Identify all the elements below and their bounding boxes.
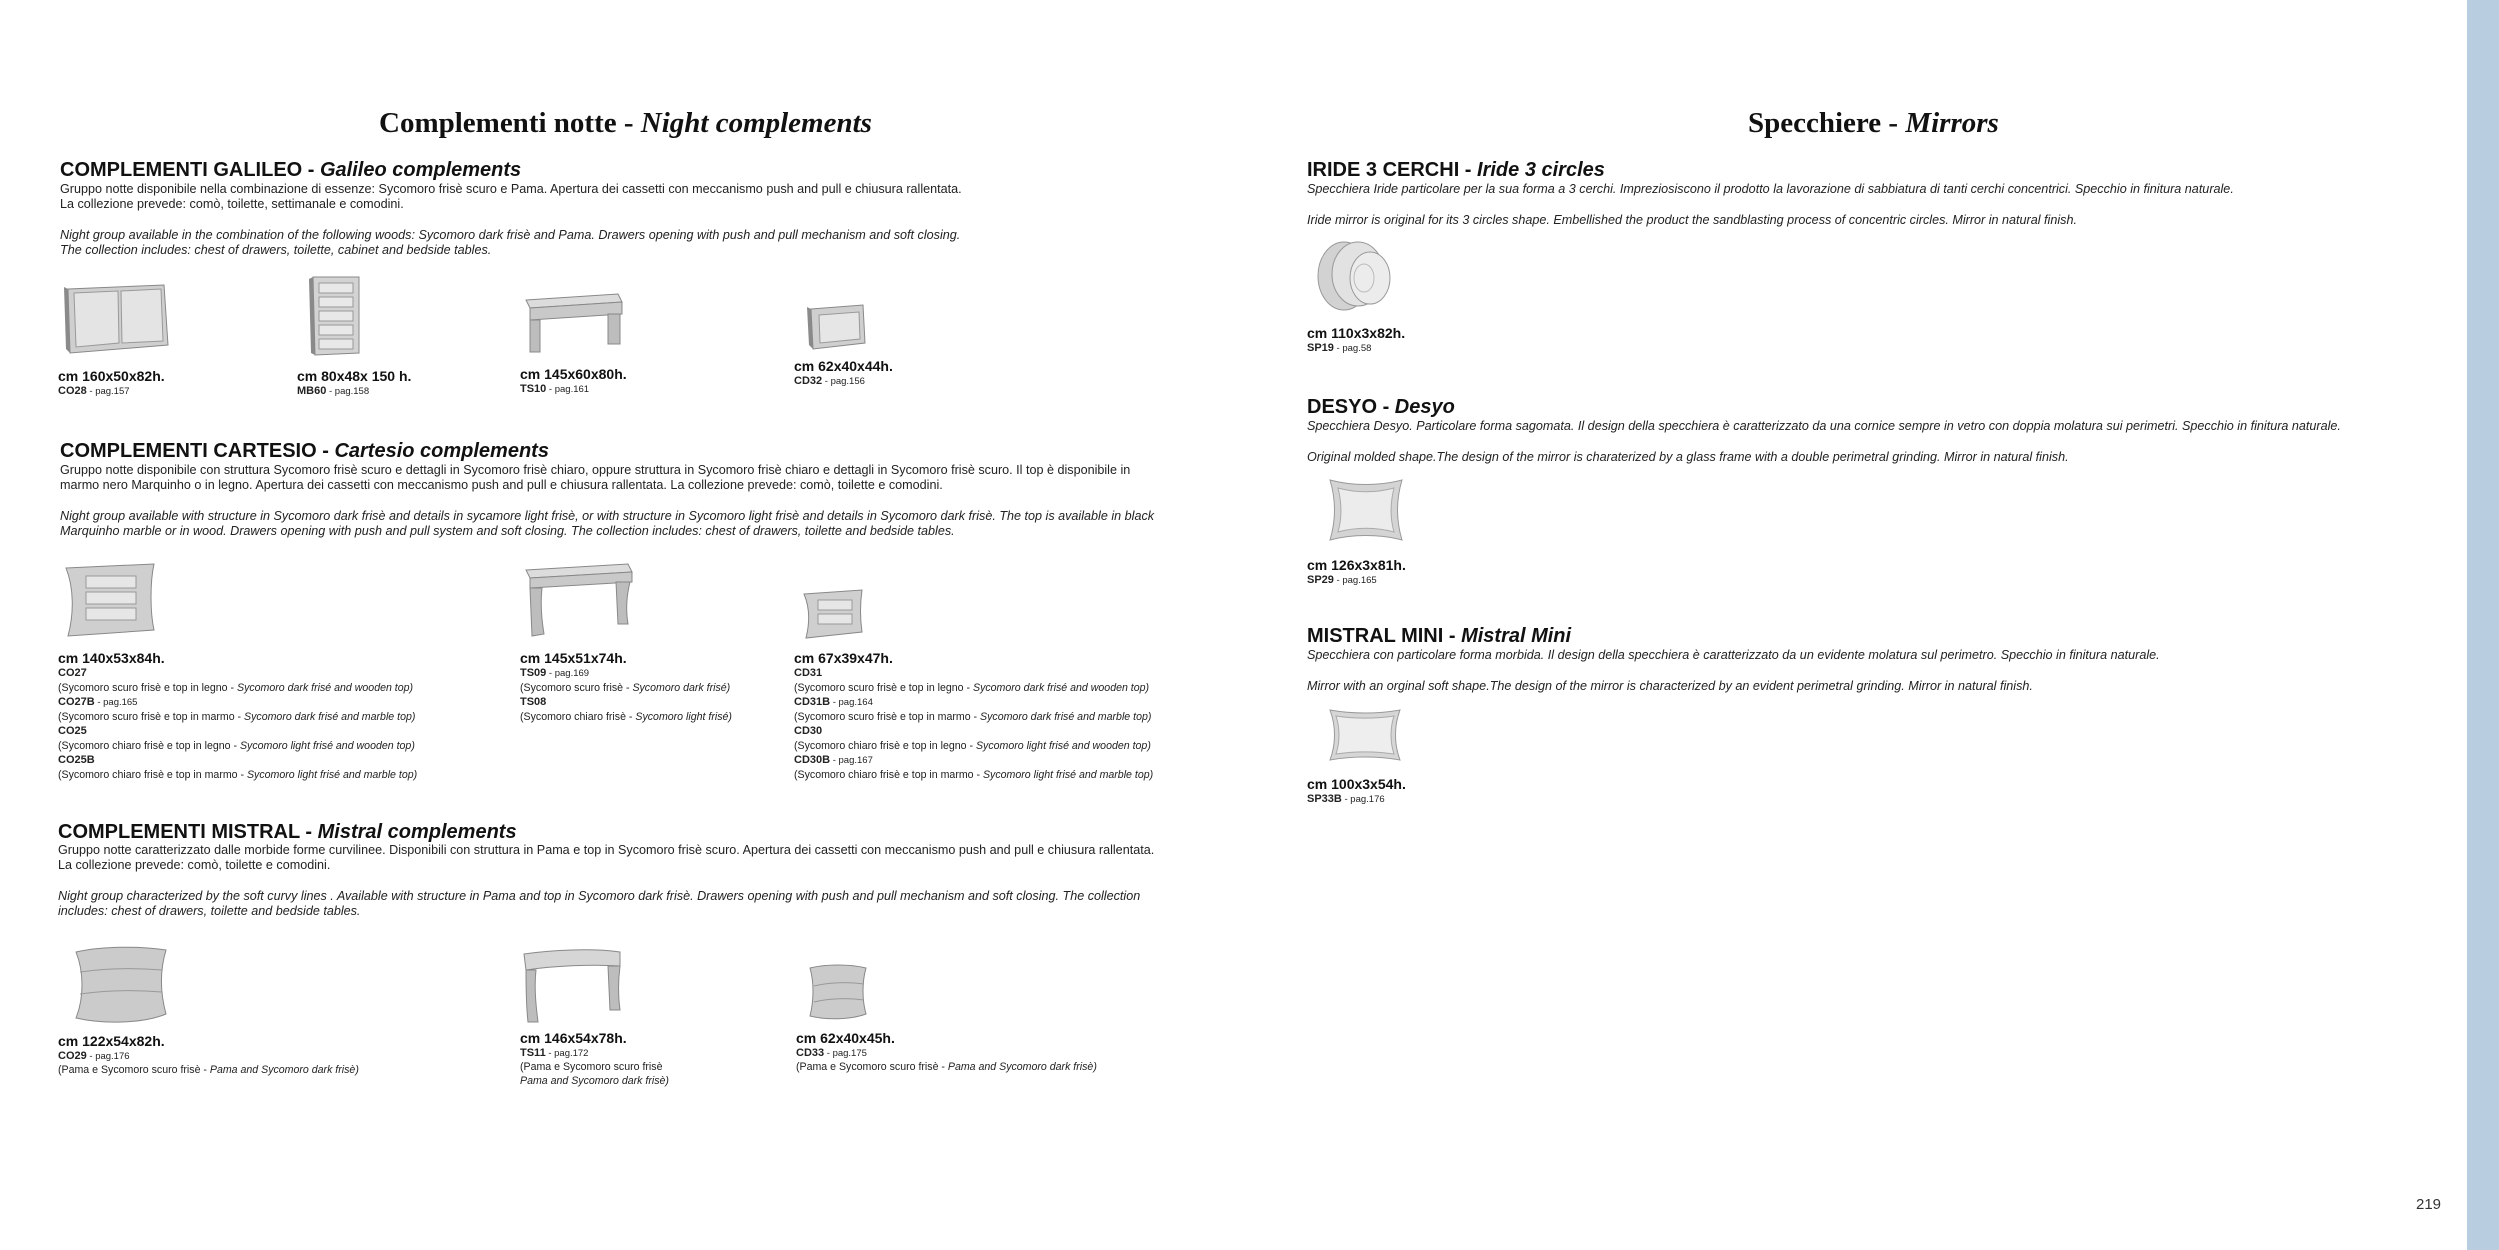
code: TS10	[520, 383, 547, 395]
variant-finish-note	[794, 681, 1153, 695]
heading-italic: Mistral complements	[317, 821, 517, 843]
page-ref: - pag.158	[326, 386, 370, 397]
cartesio-bedside-icon	[800, 588, 868, 640]
product-code	[796, 1046, 867, 1061]
page-ref: - pag.165	[94, 697, 138, 708]
heading-main: COMPLEMENTI CARTESIO -	[60, 440, 335, 462]
heading-italic: Galileo complements	[320, 159, 522, 181]
code: MB60	[297, 385, 327, 397]
product-code	[794, 374, 865, 389]
product-dimensions: cm 140x53x84h.	[58, 650, 165, 666]
variant-code	[520, 666, 732, 681]
product-dimensions: cm 146x54x78h.	[520, 1030, 627, 1046]
code: SP29	[1307, 574, 1334, 586]
chest-of-drawers-icon	[64, 283, 170, 355]
variant-finish-note	[794, 710, 1153, 724]
note-en: Sycomoro dark frisé)	[632, 682, 731, 694]
product-dimensions: cm 126x3x81h.	[1307, 557, 1406, 573]
product-code	[297, 384, 369, 399]
note-it: (Sycomoro chiaro frisè -	[520, 711, 636, 723]
cartesio-variants-col2	[520, 666, 732, 724]
code: CD31	[794, 667, 823, 679]
note-it: (Pama e Sycomoro scuro frisè -	[58, 1064, 210, 1076]
note-en: Pama and Sycomoro dark frisè)	[520, 1075, 669, 1087]
vanity-desk-icon	[524, 292, 624, 354]
finish-note	[58, 1063, 359, 1077]
desc-line: Gruppo notte disponibile con struttura Sycomoro frisè scuro e dettagli in Sycomoro frisè chiaro, oppure struttura in Sycomoro frisè chiaro e dettagli in Sycomoro frisè scuro. Il top è disponibile in	[60, 463, 1131, 477]
page-ref: - pag.157	[86, 386, 130, 397]
code: CO28	[58, 385, 87, 397]
mirrors-title	[1748, 107, 1999, 140]
variant-finish-note	[520, 681, 732, 695]
variant-finish-note	[58, 681, 417, 695]
desc-line: Gruppo notte caratterizzato dalle morbide forme curvilinee. Disponibili con struttura in Pama e top in Sycomoro frisè scuro. Apertura dei cassetti con meccanismo push and pull e chiusura rallentata.	[58, 843, 1155, 857]
mistral-mini-description-it: Specchiera con particolare forma morbida. Il design della specchiera è caratterizzato da un evidente molatura sul perimetro. Specchio in finitura naturale.	[1307, 648, 2160, 662]
title-italic: Night complements	[640, 107, 872, 139]
note-it: (Pama e Sycomoro scuro frisè	[520, 1061, 663, 1073]
code: TS11	[520, 1047, 546, 1059]
note-it: (Sycomoro chiaro frisè e top in marmo -	[58, 769, 247, 781]
bedside-table-icon	[807, 303, 869, 353]
finish-note	[520, 1074, 669, 1088]
page-ref: - pag.165	[1333, 575, 1377, 586]
product-code	[58, 1049, 130, 1064]
title-italic: Mirrors	[1905, 107, 1999, 139]
note-en: Sycomoro light frisé)	[635, 711, 732, 723]
note-it: (Sycomoro scuro frisè e top in marmo -	[58, 711, 245, 723]
heading-main: COMPLEMENTI GALILEO -	[60, 159, 320, 181]
cartesio-variants-col3	[794, 666, 1153, 782]
mistral-description-it	[58, 843, 1154, 873]
product-dimensions: cm 160x50x82h.	[58, 368, 165, 384]
product-dimensions: cm 62x40x45h.	[796, 1030, 895, 1046]
variant-finish-note	[520, 710, 732, 724]
code: TS08	[520, 696, 547, 708]
iride-mirror-icon	[1314, 238, 1394, 318]
page-ref: - pag.172	[545, 1048, 589, 1059]
night-complements-title	[379, 107, 872, 140]
variant-code	[58, 666, 417, 681]
mistral-mini-heading	[1307, 625, 1571, 648]
code: TS09	[520, 667, 547, 679]
cartesio-variants-col1	[58, 666, 417, 782]
desc-line: Night group characterized by the soft curvy lines . Available with structure in Pama and top in Sycomoro dark frisè. Drawers opening with push and pull mechanism and soft closing. The collection	[58, 889, 1141, 903]
note-it: (Sycomoro chiaro frisè e top in legno -	[58, 740, 240, 752]
cartesio-description-en	[60, 509, 1154, 539]
variant-code	[794, 753, 1153, 768]
mistral-mini-description-en: Mirror with an orginal soft shape.The design of the mirror is characterized by an evident perimetral grinding. Mirror in natural finish.	[1307, 679, 2033, 693]
product-dimensions: cm 100x3x54h.	[1307, 776, 1406, 792]
heading-main: DESYO -	[1307, 396, 1395, 418]
desc-line: includes: chest of drawers, toilette and bedside tables.	[58, 904, 361, 918]
note-en: Sycomoro dark frisé and wooden top)	[237, 682, 414, 694]
variant-finish-note	[58, 710, 417, 724]
variant-finish-note	[794, 768, 1153, 782]
heading-main: IRIDE 3 CERCHI -	[1307, 159, 1478, 181]
code: SP19	[1307, 342, 1334, 354]
note-en: Sycomoro light frisé and marble top)	[246, 769, 418, 781]
variant-code	[794, 666, 1153, 681]
note-en: Sycomoro light frisé and marble top)	[982, 769, 1154, 781]
note-en: Sycomoro dark frisé and marble top)	[980, 711, 1152, 723]
note-en: Pama and Sycomoro dark frisè)	[947, 1061, 1097, 1073]
desyo-description-it: Specchiera Desyo. Particolare forma sagomata. Il design della specchiera è caratterizzato da una cornice sempre in vetro con doppia molatura sui perimetri. Specchio in finitura naturale.	[1307, 419, 2341, 433]
code: CO25	[58, 725, 87, 737]
code: CD32	[794, 375, 823, 387]
note-it: (Sycomoro scuro frisè -	[520, 682, 633, 694]
product-dimensions: cm 62x40x44h.	[794, 358, 893, 374]
heading-main: COMPLEMENTI MISTRAL -	[58, 821, 318, 843]
note-en: Sycomoro light frisé and wooden top)	[975, 740, 1151, 752]
product-code	[520, 382, 589, 397]
mistral-chest-icon	[72, 944, 170, 1026]
product-code	[1307, 792, 1385, 807]
desc-line: Marquinho marble or in wood. Drawers opening with push and pull system and soft closing. The collection includes: chest of drawers, toilette and bedside tables.	[60, 524, 955, 538]
note-en: Sycomoro light frisé and wooden top)	[239, 740, 415, 752]
heading-italic: Cartesio complements	[334, 440, 549, 462]
variant-code	[58, 753, 417, 768]
product-dimensions: cm 145x60x80h.	[520, 366, 627, 382]
page-ref: - pag.161	[546, 384, 590, 395]
desc-line: Night group available with structure in Sycomoro dark frisè and details in sycamore light frisè, or with structure in Sycomoro light frisè and details in Sycomoro dark frisè. The top is available in black	[60, 509, 1155, 523]
iride-heading	[1307, 159, 1605, 182]
page-ref: - pag.176	[1341, 794, 1385, 805]
heading-italic: Mistral Mini	[1461, 625, 1572, 647]
cartesio-heading	[60, 440, 549, 463]
page-ref: - pag.164	[830, 697, 873, 708]
desc-line: Gruppo notte disponibile nella combinazione di essenze: Sycomoro frisè scuro e Pama. Apertura dei cassetti con meccanismo push and pull e chiusura rallentata.	[60, 182, 962, 196]
title-main: Complementi notte -	[379, 107, 641, 139]
galileo-description-it	[60, 182, 962, 212]
mistral-description-en	[58, 889, 1140, 919]
product-code	[520, 1046, 588, 1061]
page-ref: - pag.167	[830, 755, 873, 766]
code: SP33B	[1307, 793, 1342, 805]
note-it: (Sycomoro scuro frisè e top in legno -	[58, 682, 237, 694]
product-dimensions: cm 80x48x 150 h.	[297, 368, 412, 384]
desc-line: La collezione prevede: comò, toilette, settimanale e comodini.	[60, 197, 404, 211]
page-ref: - pag.58	[1333, 343, 1372, 354]
product-dimensions: cm 110x3x82h.	[1307, 325, 1406, 341]
code: CD31B	[794, 696, 831, 708]
note-en: Sycomoro dark frisé and marble top)	[244, 711, 416, 723]
desyo-heading	[1307, 396, 1455, 419]
variant-finish-note	[794, 739, 1153, 753]
cartesio-description-it	[60, 463, 1130, 493]
mistral-bedside-icon	[806, 962, 870, 1022]
product-dimensions: cm 67x39x47h.	[794, 650, 893, 666]
code: CO27B	[58, 696, 95, 708]
note-it: (Sycomoro scuro frisè e top in legno -	[794, 682, 973, 694]
variant-code	[794, 724, 1153, 739]
finish-note	[520, 1060, 662, 1074]
heading-italic: Desyo	[1394, 396, 1455, 418]
product-dimensions: cm 122x54x82h.	[58, 1033, 165, 1049]
note-it: (Sycomoro chiaro frisè e top in legno -	[794, 740, 976, 752]
tall-cabinet-icon	[307, 275, 365, 357]
page-ref: - pag.176	[86, 1051, 130, 1062]
mistral-desk-icon	[522, 946, 624, 1024]
desc-line: La collezione prevede: comò, toilette e comodini.	[58, 858, 331, 872]
product-dimensions: cm 145x51x74h.	[520, 650, 627, 666]
mistral-mini-mirror-icon	[1326, 706, 1404, 764]
page-number: 219	[2416, 1196, 2442, 1213]
iride-description-en: Iride mirror is original for its 3 circles shape. Embellished the product the sandblasting process of concentric circles. Mirror in natural finish.	[1307, 213, 2077, 227]
code: CO29	[58, 1050, 87, 1062]
product-code	[1307, 341, 1371, 356]
variant-code	[520, 695, 732, 710]
heading-italic: Iride 3 circles	[1477, 159, 1605, 181]
variant-code	[58, 724, 417, 739]
cartesio-chest-icon	[60, 562, 158, 638]
cartesio-desk-icon	[524, 562, 634, 638]
product-code	[58, 384, 130, 399]
note-it: (Pama e Sycomoro scuro frisè -	[796, 1061, 948, 1073]
variant-finish-note	[58, 739, 417, 753]
page-ref: - pag.175	[824, 1048, 867, 1059]
mistral-heading	[58, 821, 517, 844]
variant-code	[58, 695, 417, 710]
page-ref: - pag.169	[546, 668, 590, 679]
desc-line: marmo nero Marquinho o in legno. Apertura dei cassetti con meccanismo push and pull e chiusura rallentata. La collezione prevede: comò, toilette e comodini.	[60, 478, 943, 492]
code: CD30B	[794, 754, 831, 766]
finish-note	[796, 1060, 1097, 1074]
heading-main: MISTRAL MINI -	[1307, 625, 1462, 647]
note-en: Sycomoro dark frisé and wooden top)	[973, 682, 1150, 694]
desyo-description-en: Original molded shape.The design of the mirror is charaterized by a glass frame with a double perimetral grinding. Mirror in natural finish.	[1307, 450, 2069, 464]
product-code	[1307, 573, 1377, 588]
desyo-mirror-icon	[1326, 476, 1406, 544]
note-it: (Sycomoro scuro frisè e top in marmo -	[794, 711, 981, 723]
title-main: Specchiere -	[1748, 107, 1906, 139]
page-ref: - pag.156	[822, 376, 865, 387]
galileo-description-en	[60, 228, 960, 258]
note-it: (Sycomoro chiaro frisè e top in marmo -	[794, 769, 983, 781]
code: CD33	[796, 1047, 825, 1059]
iride-description-it: Specchiera Iride particolare per la sua forma a 3 cerchi. Impreziosiscono il prodotto la lavorazione di sabbiatura di tanti cerchi concentrici. Specchio in finitura naturale.	[1307, 182, 2234, 196]
variant-code	[794, 695, 1153, 710]
note-en: Pama and Sycomoro dark frisè)	[209, 1064, 359, 1076]
code: CO25B	[58, 754, 95, 766]
galileo-heading	[60, 159, 521, 182]
side-color-band	[2467, 0, 2499, 1250]
variant-finish-note	[58, 768, 417, 782]
code: CD30	[794, 725, 823, 737]
desc-line: The collection includes: chest of drawers, toilette, cabinet and bedside tables.	[60, 243, 492, 257]
desc-line: Night group available in the combination of the following woods: Sycomoro dark frisè and Pama. Drawers opening with push and pull mechanism and soft closing.	[60, 228, 961, 242]
code: CO27	[58, 667, 87, 679]
